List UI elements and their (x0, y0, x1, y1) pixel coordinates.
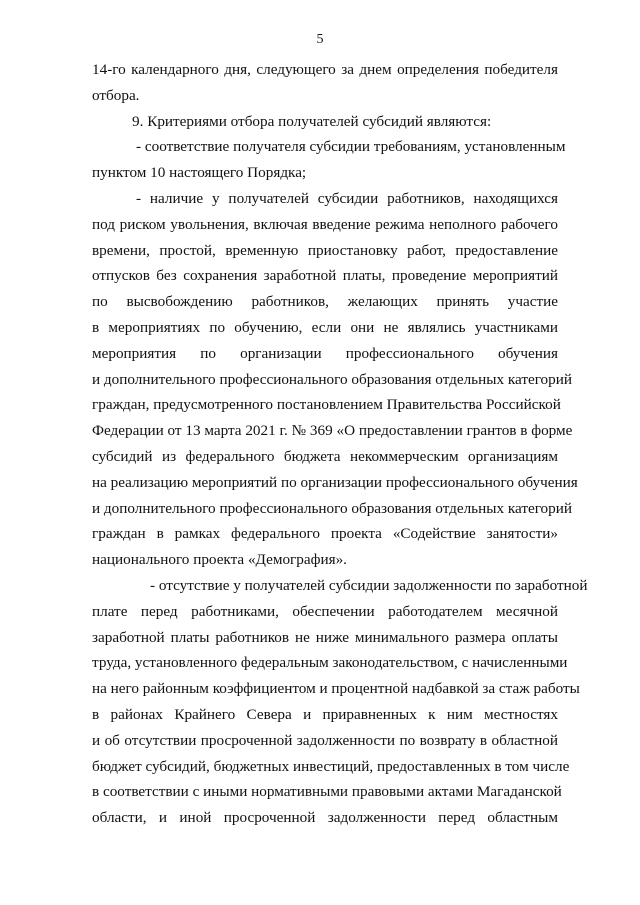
text-line: 9. Критериями отбора получателей субсидий являются: (132, 112, 492, 130)
text-line: граждан в рамках федерального проекта «Содействие занятости» (92, 525, 558, 543)
text-line: под риском увольнения, включая введение режима неполного рабочего (92, 215, 558, 233)
text-line: Федерации от 13 марта 2021 г. № 369 «О предоставлении грантов в форме (92, 422, 573, 440)
text-line: области, и иной просроченной задолженности перед областным (92, 809, 558, 827)
text-line: национального проекта «Демография». (92, 551, 347, 569)
paragraph-criterion-employees-at-risk (92, 186, 578, 573)
text-line: отбора. (92, 86, 140, 104)
page-number: 5 (316, 32, 324, 47)
paragraph-deadline (92, 57, 558, 109)
text-line: на реализацию мероприятий по организации профессионального обучения (92, 473, 578, 491)
text-line: времени, простой, временную приостановку работ, предоставление (92, 241, 558, 259)
paragraph-criterion-requirements (92, 134, 566, 186)
paragraph-criteria-heading (92, 109, 558, 135)
text-line: мероприятия по организации профессионального обучения (92, 344, 558, 362)
text-line: - соответствие получателя субсидии требованиям, установленным (136, 138, 566, 156)
text-line: на него районным коэффициентом и процентной надбавкой за стаж работы (92, 680, 580, 698)
text-line: субсидий из федерального бюджета некоммерческим организациям (92, 447, 558, 465)
text-line: и дополнительного профессионального образования отдельных категорий (92, 499, 572, 517)
text-line: бюджет субсидий, бюджетных инвестиций, предоставленных в том числе (92, 757, 570, 775)
paragraph-criterion-no-wage-debt (92, 573, 588, 831)
text-line: в мероприятиях по обучению, если они не являлись участниками (92, 318, 558, 336)
text-line: и об отсутствии просроченной задолженности по возврату в областной (92, 731, 558, 749)
text-line: труда, установленного федеральным законодательством, с начисленными (92, 654, 568, 672)
document-body (92, 57, 588, 831)
text-line: - наличие у получателей субсидии работников, находящихся (136, 189, 558, 207)
text-line: - отсутствие у получателей субсидии задолженности по заработной (150, 576, 588, 594)
text-line: в соответствии с иными нормативными правовыми актами Магаданской (92, 783, 562, 801)
text-line: 14-го календарного дня, следующего за днем определения победителя (92, 61, 558, 78)
text-line: отпусков без сохранения заработной платы, проведение мероприятий (92, 267, 558, 285)
text-line: пунктом 10 настоящего Порядка; (92, 164, 307, 182)
text-line: по высвобождению работников, желающих принять участие (92, 293, 558, 311)
text-line: плате перед работниками, обеспечении работодателем месячной (92, 602, 558, 620)
text-line: заработной платы работников не ниже минимального размера оплаты (92, 628, 558, 646)
text-line: в районах Крайнего Севера и приравненных к ним местностях (92, 705, 558, 723)
text-line: и дополнительного профессионального образования отдельных категорий (92, 370, 572, 388)
text-line: граждан, предусмотренного постановлением Правительства Российской (92, 396, 561, 414)
